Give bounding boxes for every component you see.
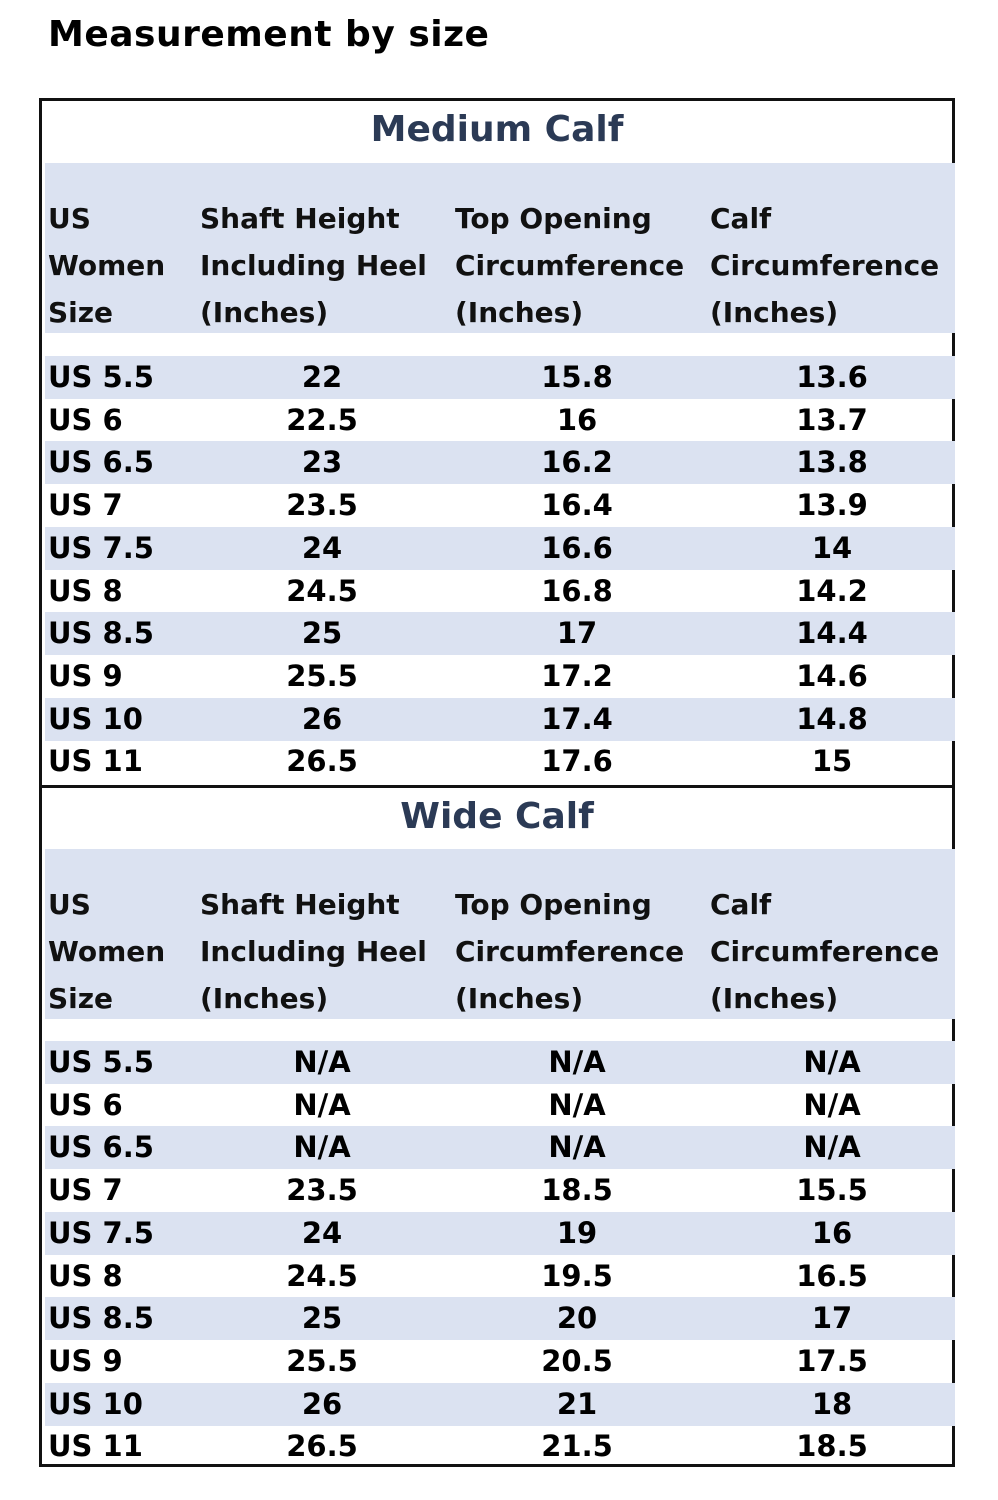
calf-circumference-cell: 13.9 [796,488,868,523]
top-opening-cell: 16.2 [541,445,613,480]
size-cell: US 9 [48,658,123,693]
shaft-height-cell: 23.5 [286,1173,358,1208]
size-chart [39,98,955,1467]
shaft-height-cell: 24.5 [286,1258,358,1293]
calf-circumference-cell: 17.5 [796,1343,868,1378]
header-row [45,849,955,1019]
calf-circumference-cell: 18 [811,1386,853,1421]
table-row [45,570,955,613]
shaft-height-cell: 23 [301,445,343,480]
table-row [45,1383,955,1426]
calf-circumference-cell: 17 [811,1301,853,1336]
table-row [45,612,955,655]
header-row [45,163,955,333]
size-cell: US 8 [48,1258,123,1293]
section-title: Wide Calf [400,796,594,837]
calf-circumference-cell: 14.4 [796,616,868,651]
top-opening-cell: 20.5 [541,1343,613,1378]
size-cell: US 6.5 [48,445,154,480]
calf-circumference-cell: N/A [803,1045,861,1079]
table-row [45,1041,955,1084]
calf-circumference-cell: 14.2 [796,573,868,608]
shaft-height-cell: 22 [301,360,343,394]
table-row [45,698,955,741]
table-row [45,740,955,783]
calf-circumference-cell: 14.6 [796,658,868,693]
header-top-opening: Top Opening Circumference (Inches) [455,202,685,329]
size-cell: US 10 [48,701,143,736]
size-cell: US 8.5 [48,1301,154,1336]
top-opening-cell: N/A [548,1130,606,1165]
wide-calf-section [42,785,952,1467]
shaft-height-cell: 26.5 [286,1429,358,1464]
shaft-height-cell: N/A [293,1130,351,1165]
top-opening-cell: 16.4 [541,488,613,523]
header-top-opening: Top Opening Circumference (Inches) [455,888,685,1015]
size-cell: US 11 [48,744,143,779]
top-opening-cell: N/A [548,1087,606,1122]
top-opening-cell: 17 [556,616,598,651]
table-row [45,441,955,484]
shaft-height-cell: 26.5 [286,744,358,779]
shaft-height-cell: 24 [301,1215,343,1250]
size-cell: US 10 [48,1386,143,1421]
header-size: US Women Size [48,888,166,1015]
table-row [45,655,955,698]
calf-circumference-cell: 15 [811,744,853,779]
size-cell: US 6 [48,1087,123,1122]
top-opening-cell: 21.5 [541,1429,613,1464]
size-cell: US 7.5 [48,1215,154,1250]
shaft-height-cell: 22.5 [286,402,358,437]
table-row [45,1169,955,1212]
top-opening-cell: 20 [556,1301,598,1336]
header-shaft-height: Shaft Height Including Heel (Inches) [200,888,427,1015]
size-cell: US 9 [48,1343,123,1378]
calf-circumference-cell: 13.6 [796,360,868,394]
table-row [45,1340,955,1383]
table-row [45,484,955,527]
calf-circumference-cell: 14 [811,530,853,565]
size-cell: US 5.5 [48,360,154,394]
table-row [45,1084,955,1127]
table-row [45,1212,955,1255]
table-row [45,1425,955,1468]
top-opening-cell: N/A [548,1045,606,1079]
size-cell: US 7 [48,488,123,523]
shaft-height-cell: 26 [301,701,343,736]
top-opening-cell: 16.8 [541,573,613,608]
medium-calf-section [42,101,952,785]
shaft-height-cell: 25.5 [286,658,358,693]
table-row [45,356,955,399]
size-cell: US 5.5 [48,1045,154,1079]
top-opening-cell: 16 [556,402,598,437]
top-opening-cell: 17.2 [541,658,613,693]
top-opening-cell: 16.6 [541,530,613,565]
top-opening-cell: 21 [556,1386,598,1421]
size-cell: US 7 [48,1173,123,1208]
shaft-height-cell: 24 [301,530,343,565]
calf-circumference-cell: 16.5 [796,1258,868,1293]
shaft-height-cell: N/A [293,1087,351,1122]
table-row [45,1126,955,1169]
table-row [45,1255,955,1298]
table-row [45,1297,955,1340]
header-size: US Women Size [48,202,166,329]
header-calf: Calf Circumference (Inches) [710,888,940,1015]
shaft-height-cell: N/A [293,1045,351,1079]
calf-circumference-cell: 13.8 [796,445,868,480]
shaft-height-cell: 25.5 [286,1343,358,1378]
top-opening-cell: 15.8 [541,360,613,394]
shaft-height-cell: 26 [301,1386,343,1421]
size-cell: US 6.5 [48,1130,154,1165]
page-title: Measurement by size [48,14,490,55]
calf-circumference-cell: 13.7 [796,402,868,437]
top-opening-cell: 17.4 [541,701,613,736]
table-row [45,527,955,570]
size-cell: US 8.5 [48,616,154,651]
shaft-height-cell: 23.5 [286,488,358,523]
section-title: Medium Calf [370,109,624,150]
calf-circumference-cell: 18.5 [796,1429,868,1464]
calf-circumference-cell: 14.8 [796,701,868,736]
size-cell: US 8 [48,573,123,608]
shaft-height-cell: 25 [301,1301,343,1336]
top-opening-cell: 19 [556,1215,598,1250]
top-opening-cell: 18.5 [541,1173,613,1208]
shaft-height-cell: 25 [301,616,343,651]
calf-circumference-cell: N/A [803,1087,861,1122]
header-calf: Calf Circumference (Inches) [710,202,940,329]
calf-circumference-cell: 15.5 [796,1173,868,1208]
header-shaft-height: Shaft Height Including Heel (Inches) [200,202,427,329]
calf-circumference-cell: N/A [803,1130,861,1165]
table-row [45,399,955,442]
top-opening-cell: 17.6 [541,744,613,779]
size-cell: US 6 [48,402,123,437]
shaft-height-cell: 24.5 [286,573,358,608]
top-opening-cell: 19.5 [541,1258,613,1293]
calf-circumference-cell: 16 [811,1215,853,1250]
size-cell: US 11 [48,1429,143,1464]
size-cell: US 7.5 [48,530,154,565]
